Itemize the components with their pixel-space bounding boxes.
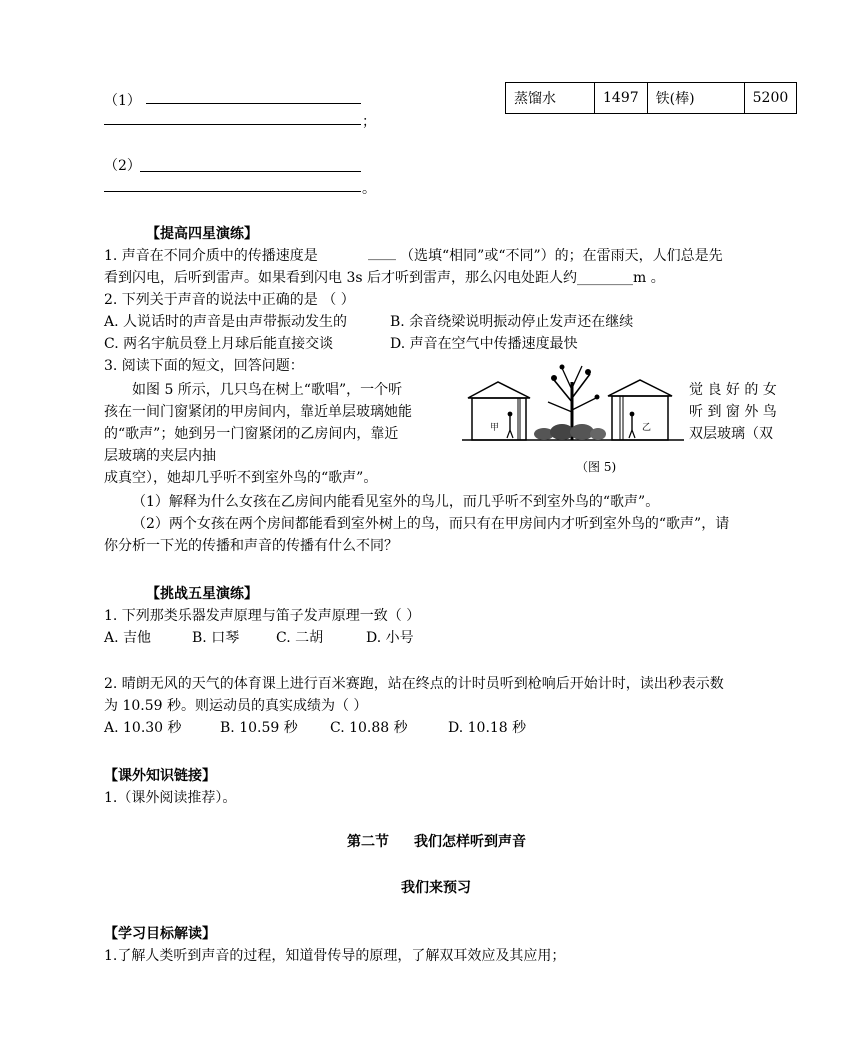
q5-2-question-line2: 为 10.59 秒。则运动员的真实成绩为（ ）	[104, 698, 368, 714]
answer-2-blank-2[interactable]	[104, 191, 361, 192]
room-label-jia: 甲	[490, 423, 500, 433]
extra-knowledge-heading: 【课外知识链接】	[104, 768, 216, 784]
q5-2-question-line1: 2. 晴朗无风的天气的体育课上进行百米赛跑，站在终点的计时员听到枪响后开始计时，读出秒表示数	[104, 676, 724, 692]
q4-2-option-c: C. 两名宇航员登上月球后能直接交谈	[104, 336, 334, 352]
q5-1-option-d: D. 小号	[366, 630, 414, 646]
q4-3-sub-1: （1）解释为什么女孩在乙房间内能看见室外的鸟儿，而几乎听不到室外鸟的“歌声”。	[132, 494, 660, 510]
passage-line-5: 成真空），她却几乎听不到室外鸟的“歌声”。	[104, 470, 378, 486]
figure-5-caption: （图 5)	[576, 460, 617, 474]
passage-line-2-right: 听 到 窗 外 鸟	[689, 404, 777, 420]
passage-line-3-right: 双层玻璃（双	[689, 426, 773, 442]
answer-2-suffix: 。	[362, 181, 376, 197]
figure-5-illustration	[462, 362, 684, 468]
passage-line-4: 层玻璃的夹层内抽	[104, 448, 216, 464]
section-number: 第二节	[347, 834, 389, 850]
q4-1-text-b: （选填“相同”或“不同”）的；在雷雨天，人们总是先	[400, 248, 723, 264]
table-row	[506, 83, 797, 114]
answer-2-blank[interactable]	[140, 171, 361, 172]
table-cell: 蒸馏水	[506, 83, 595, 114]
q4-1-text-line2: 看到闪电，后听到雷声。如果看到闪电 3s 后才听到雷声，那么闪电处距人约________m 。	[104, 270, 665, 286]
extra-knowledge-item: 1.（课外阅读推荐）。	[104, 790, 237, 806]
answer-2-label: （2）	[104, 158, 141, 174]
q5-2-option-c: C. 10.88 秒	[330, 720, 408, 736]
passage-line-1: 如图 5 所示，几只鸟在树上“歌唱”，一个听	[132, 382, 403, 398]
q4-2-option-d: D. 声音在空气中传播速度最快	[390, 336, 578, 352]
q5-1-option-a: A. 吉他	[104, 630, 152, 646]
q5-1-option-b: B. 口琴	[192, 630, 240, 646]
table-cell: 1497	[595, 83, 648, 114]
passage-line-3: 的“歌声”；她到另一门窗紧闭的乙房间内，靠近	[104, 426, 399, 442]
q4-2-option-a: A. 人说话时的声音是由声带振动发生的	[104, 314, 348, 330]
answer-1-suffix: ；	[362, 114, 376, 130]
preview-title: 我们来预习	[401, 880, 471, 896]
houses-tree-illustration	[462, 362, 684, 468]
section-heading-4star: 【提高四星演练】	[146, 226, 258, 242]
q5-2-option-d: D. 10.18 秒	[448, 720, 527, 736]
q5-2-option-a: A. 10.30 秒	[104, 720, 182, 736]
section-title: 我们怎样听到声音	[414, 834, 526, 850]
section-heading-5star: 【挑战五星演练】	[146, 586, 258, 602]
q5-1-question: 1. 下列那类乐器发声原理与笛子发声原理一致（ ）	[104, 608, 421, 624]
q4-1-blank[interactable]: ____	[368, 245, 396, 261]
q4-1-text-a: 1. 声音在不同介质中的传播速度是	[104, 248, 318, 264]
table-cell: 5200	[744, 83, 797, 114]
learning-goals-heading: 【学习目标解读】	[104, 926, 216, 942]
passage-line-1-right: 觉 良 好 的 女	[689, 382, 777, 398]
learning-goal-1: 1.了解人类听到声音的过程，知道骨传导的原理，了解双耳效应及其应用；	[104, 948, 566, 964]
q4-2-question: 2. 下列关于声音的说法中正确的是 （ ）	[104, 292, 355, 308]
q4-3-sub-2: （2）两个女孩在两个房间都能看到室外树上的鸟，而只有在甲房间内才听到室外鸟的“歌声”，请	[132, 516, 730, 532]
answer-1-blank[interactable]	[146, 103, 361, 104]
q4-2-option-b: B. 余音绕梁说明振动停止发声还在继续	[390, 314, 634, 330]
table-cell: 铁(棒)	[647, 83, 744, 114]
answer-1-blank-2[interactable]	[104, 124, 361, 125]
room-label-yi: 乙	[642, 423, 652, 433]
passage-line-2: 孩在一间门窗紧闭的甲房间内，靠近单层玻璃她能	[104, 404, 412, 420]
sound-speed-table	[505, 82, 797, 114]
q5-2-option-b: B. 10.59 秒	[220, 720, 298, 736]
q4-3-question: 3. 阅读下面的短文，回答问题：	[104, 358, 304, 374]
answer-1-label: （1）	[104, 93, 141, 109]
q5-1-option-c: C. 二胡	[276, 630, 324, 646]
q4-3-sub-2-cont: 你分析一下光的传播和声音的传播有什么不同？	[104, 538, 398, 554]
